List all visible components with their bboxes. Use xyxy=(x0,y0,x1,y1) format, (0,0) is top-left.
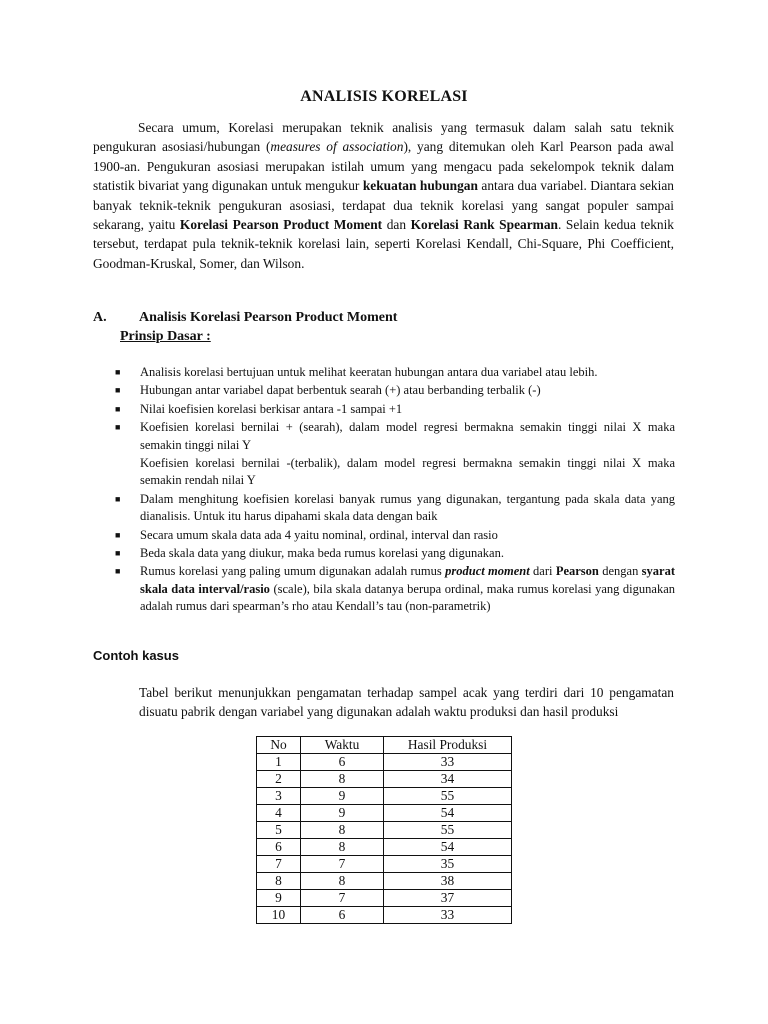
bullet-icon: ■ xyxy=(115,493,121,504)
table-cell: 55 xyxy=(384,822,512,839)
principles-list xyxy=(115,364,675,617)
list-item-text: dengan xyxy=(598,564,642,579)
list-item xyxy=(115,491,675,526)
page-title: ANALISIS KORELASI xyxy=(300,88,468,105)
bullet-icon: ■ xyxy=(115,403,121,414)
table-row xyxy=(257,907,512,924)
table-cell: 6 xyxy=(257,839,301,856)
list-item xyxy=(115,364,675,381)
table-cell: 10 xyxy=(257,907,301,924)
list-item-text: Dalam menghitung koefisien korelasi banyak rumus yang digunakan, tergantung pada skala data yang dianalisis. Untuk itu harus dipahami skala data dengan baik xyxy=(140,491,675,524)
intro-text-5: . Selain kedua teknik tersebut, terdapat pula teknik-teknik korelasi lain, seperti Korelasi Kendall, Chi-Square, Phi Coefficient, Goodman-Kruskal, Somer, dan Wilson. xyxy=(93,217,675,271)
list-item xyxy=(115,527,675,544)
bullet-icon: ■ xyxy=(115,367,121,377)
bullet-icon: ■ xyxy=(115,548,121,559)
list-item-text: dari xyxy=(529,564,556,579)
list-item-text: Analisis korelasi bertujuan untuk melihat keeratan hubungan antara dua variabel atau lebih. xyxy=(140,365,598,379)
intro-bold-term-1: kekuatan hubungan xyxy=(362,178,478,194)
table-cell: 5 xyxy=(257,822,301,839)
bullet-icon: ■ xyxy=(115,422,121,433)
list-item-continuation: Koefisien korelasi bernilai -(terbalik), dalam model regresi bermakna semakin tinggi nilai X maka semakin rendah nilai Y xyxy=(140,456,675,488)
table-cell: 33 xyxy=(384,907,512,924)
table-cell: 34 xyxy=(384,771,512,788)
table-cell: 8 xyxy=(257,873,301,890)
table-row xyxy=(257,856,512,873)
table-cell: 6 xyxy=(301,754,384,771)
table-cell: 7 xyxy=(257,856,301,873)
list-item-text: Secara umum skala data ada 4 yaitu nominal, ordinal, interval dan rasio xyxy=(140,527,498,542)
case-heading: Contoh kasus xyxy=(93,648,179,663)
table-cell: 37 xyxy=(384,890,512,907)
bullet-icon: ■ xyxy=(115,529,121,540)
list-item xyxy=(115,382,675,399)
intro-bold-term-2: Korelasi Pearson Product Moment xyxy=(179,217,383,233)
table-row xyxy=(257,754,512,771)
intro-bold-term-3: Korelasi Rank Spearman xyxy=(410,217,558,233)
column-header-waktu: Waktu xyxy=(301,737,384,754)
case-description: Tabel berikut menunjukkan pengamatan terhadap sampel acak yang terdiri dari 10 pengamatan disuatu pabrik dengan variabel yang digunakan adalah waktu produksi dan hasil produksi xyxy=(139,685,674,719)
list-item-text: Beda skala data yang diukur, maka beda rumus korelasi yang digunakan. xyxy=(140,546,504,561)
table-cell: 8 xyxy=(301,839,384,856)
table-row xyxy=(257,788,512,805)
section-heading xyxy=(93,310,397,326)
table-cell: 7 xyxy=(301,890,384,907)
list-item-text: Hubungan antar variabel dapat berbentuk searah (+) atau berbanding terbalik (-) xyxy=(140,383,541,398)
table-row xyxy=(257,771,512,788)
section-letter: A. xyxy=(93,310,107,325)
intro-italic-term: measures of association xyxy=(270,139,404,155)
table-row xyxy=(257,822,512,839)
table-cell: 55 xyxy=(384,788,512,805)
table-cell: 1 xyxy=(257,754,301,771)
emphasis-pearson: Pearson xyxy=(555,564,599,579)
intro-text-3: antara dua variabel. Diantara sekian banyak teknik-teknik pengukuran asosiasi, terdapat dua teknik korelasi yang sangat populer sampai sekarang, yaitu xyxy=(93,178,674,233)
table-header-row xyxy=(257,737,512,754)
list-item-text: (scale), bila skala datanya berupa ordinal, maka rumus korelasi yang digunakan adalah rumus dari spearman’s rho atau Kendall’s tau (non-parametrik) xyxy=(140,581,675,614)
intro-text-1: Secara umum, Korelasi merupakan teknik analisis yang termasuk dalam salah satu teknik pengukuran asosiasi/hubungan ( xyxy=(93,120,674,155)
table-row xyxy=(257,890,512,907)
table-row xyxy=(257,873,512,890)
table-cell: 9 xyxy=(301,788,384,805)
list-item xyxy=(115,545,675,562)
emphasis-product-moment: product moment xyxy=(445,564,530,579)
section-title: Analisis Korelasi Pearson Product Moment xyxy=(139,310,398,325)
list-item-text: Nilai koefisien korelasi berkisar antara -1 sampai +1 xyxy=(140,401,403,416)
table-cell: 7 xyxy=(301,856,384,873)
list-item-text: Koefisien korelasi bernilai + (searah), dalam model regresi bermakna semakin tinggi nilai X maka semakin tinggi nilai Y xyxy=(140,420,675,452)
emphasis-scale-requirement: syarat skala data interval/rasio xyxy=(140,564,675,596)
column-header-hasil: Hasil Produksi xyxy=(384,737,512,754)
table-cell: 33 xyxy=(384,754,512,771)
intro-paragraph xyxy=(93,118,674,273)
table-cell: 38 xyxy=(384,873,512,890)
table-cell: 9 xyxy=(301,805,384,822)
list-item xyxy=(115,401,675,418)
table-cell: 8 xyxy=(301,822,384,839)
column-header-no: No xyxy=(257,737,301,754)
table-cell: 8 xyxy=(301,771,384,788)
section-subtitle: Prinsip Dasar : xyxy=(120,329,211,344)
data-table xyxy=(256,736,512,924)
table-cell: 35 xyxy=(384,856,512,873)
table-cell: 9 xyxy=(257,890,301,907)
list-item xyxy=(115,563,675,615)
table-cell: 4 xyxy=(257,805,301,822)
table-cell: 3 xyxy=(257,788,301,805)
list-item-text: Rumus korelasi yang paling umum digunakan adalah rumus xyxy=(140,564,446,579)
table-cell: 6 xyxy=(301,907,384,924)
list-item xyxy=(115,419,675,490)
table-cell: 8 xyxy=(301,873,384,890)
table-row xyxy=(257,839,512,856)
table-cell: 54 xyxy=(384,805,512,822)
table-cell: 2 xyxy=(257,771,301,788)
intro-text-4: dan xyxy=(382,217,411,233)
bullet-icon: ■ xyxy=(115,566,121,577)
table-row xyxy=(257,805,512,822)
bullet-icon: ■ xyxy=(115,385,121,396)
table-cell: 54 xyxy=(384,839,512,856)
intro-text-2: ), yang ditemukan oleh Karl Pearson pada awal 1900-an. Pengukuran asosiasi merupakan istilah umum yang mengacu pada sekelompok teknik dalam statistik bivariat yang digunakan untuk mengukur xyxy=(93,139,674,194)
